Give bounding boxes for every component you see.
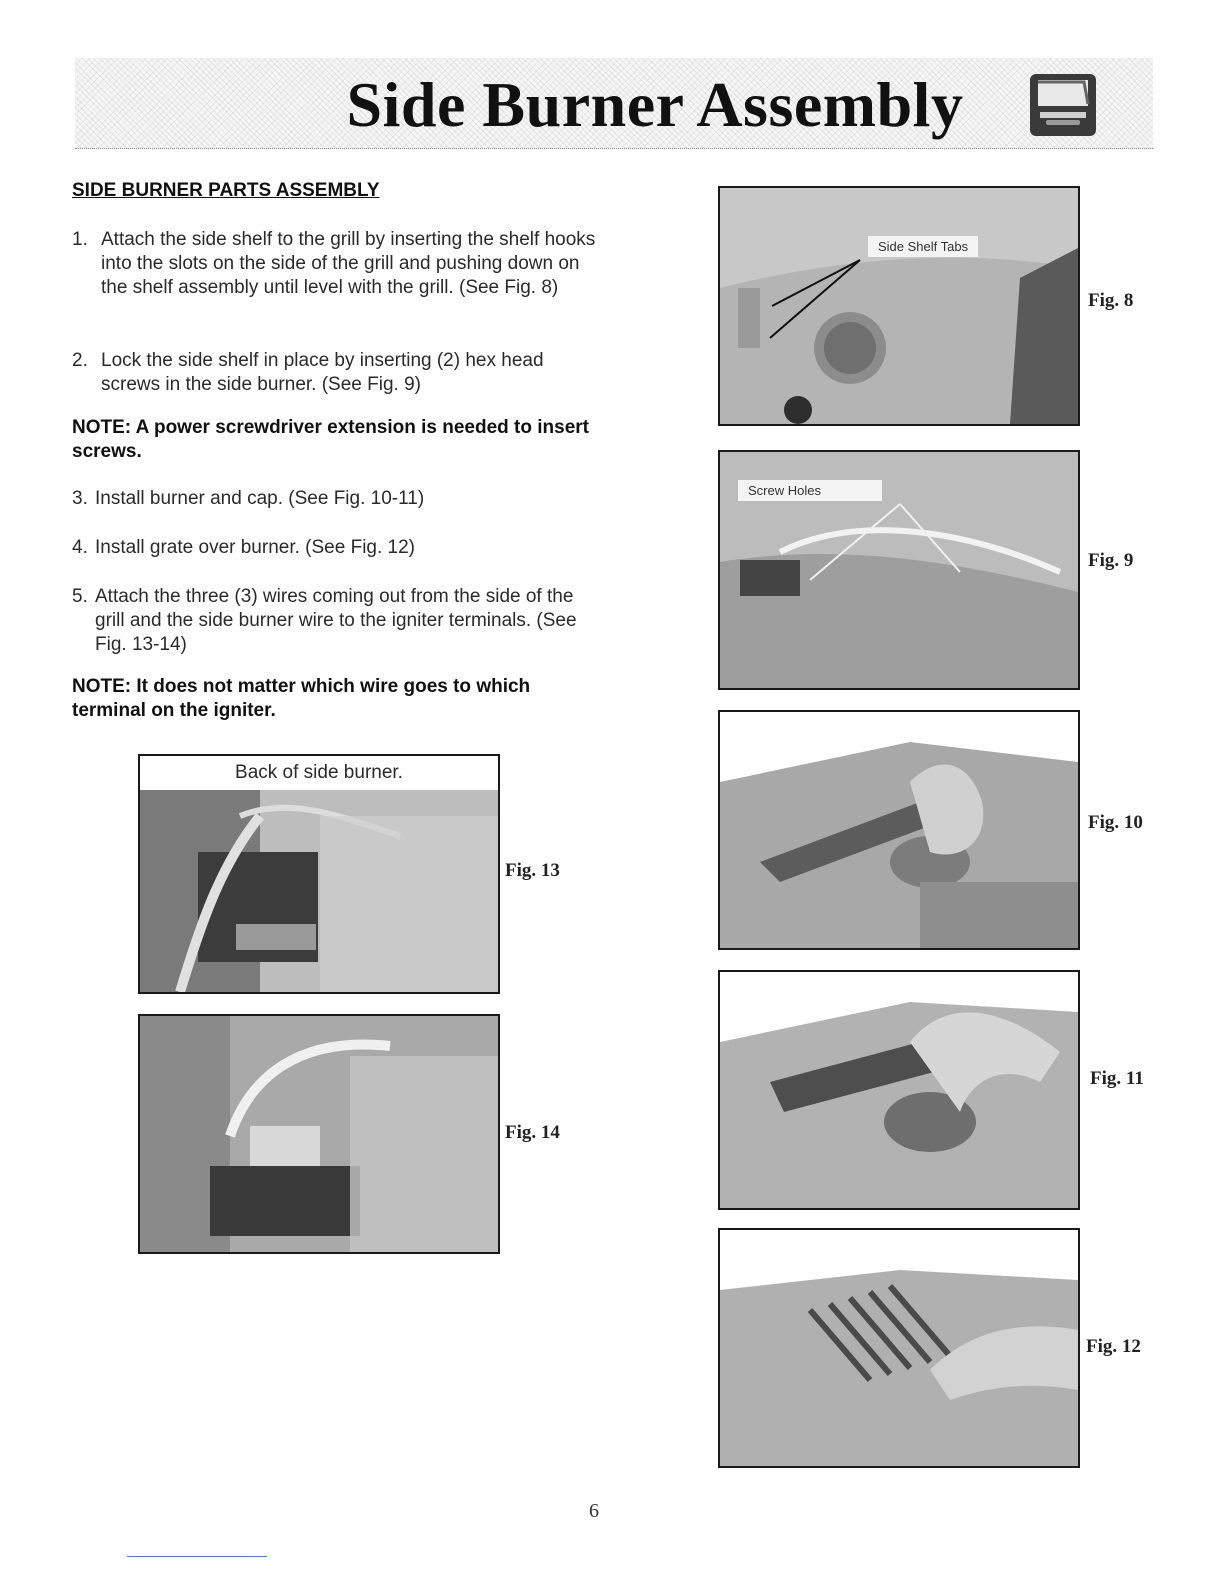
figure-9-photo (718, 450, 1080, 690)
figure-8-photo (718, 186, 1080, 426)
step-2 (72, 349, 602, 397)
figure-10-label: Fig. 10 (1088, 812, 1143, 833)
step-3 (72, 487, 602, 511)
figure-12-label: Fig. 12 (1086, 1336, 1141, 1357)
figure-11-photo (718, 970, 1080, 1210)
photo-install-burner (720, 712, 1078, 948)
callout-screw-holes: Screw Holes (738, 480, 882, 501)
figure-11-label: Fig. 11 (1090, 1068, 1144, 1089)
footer-rule (127, 1556, 267, 1557)
step-1 (72, 228, 602, 300)
step-number: 4. (72, 537, 88, 558)
step-text: Lock the side shelf in place by inserting (2) hex head screws in the side burner. (See Fig. 9) (101, 350, 544, 395)
step-number: 3. (72, 488, 88, 509)
figure-9-label: Fig. 9 (1088, 550, 1134, 571)
page-title: Side Burner Assembly (346, 69, 964, 140)
step-number: 1. (72, 229, 88, 250)
figure-14-label: Fig. 14 (505, 1122, 560, 1143)
step-text: Attach the side shelf to the grill by inserting the shelf hooks into the slots on the side of the grill and pushing down on the shelf assembly until level with the grill. (See Fig. 8) (101, 229, 596, 298)
figure-8-label: Fig. 8 (1088, 290, 1134, 311)
step-number: 2. (72, 350, 88, 371)
photo-install-grate (720, 1230, 1078, 1466)
figure-10-photo (718, 710, 1080, 950)
photo-side-shelf-tabs (720, 188, 1078, 424)
page-number: 6 (589, 1500, 599, 1522)
note-screwdriver: NOTE: A power screwdriver extension is needed to insert screws. (72, 417, 590, 462)
step-text: Install grate over burner. (See Fig. 12) (95, 537, 415, 558)
note-igniter: NOTE: It does not matter which wire goes to which terminal on the igniter. (72, 676, 531, 721)
step-4 (72, 536, 602, 560)
figure-13-photo (138, 754, 500, 994)
step-number: 5. (72, 586, 88, 607)
step-5 (72, 585, 602, 657)
figure-13-label: Fig. 13 (505, 860, 560, 881)
photo-side-burner-back (140, 756, 498, 992)
step-text: Install burner and cap. (See Fig. 10-11) (95, 488, 425, 509)
photo-install-cap (720, 972, 1078, 1208)
grill-icon (1028, 70, 1098, 140)
step-text: Attach the three (3) wires coming out from the side of the grill and the side burner wire to the igniter terminals. (See Fig. 13-14) (95, 586, 577, 655)
figure-13-caption: Back of side burner. (140, 756, 498, 790)
figure-14-photo (138, 1014, 500, 1254)
callout-side-shelf-tabs: Side Shelf Tabs (868, 236, 978, 257)
photo-igniter-wires (140, 1016, 498, 1252)
figure-12-photo (718, 1228, 1080, 1468)
section-heading: SIDE BURNER PARTS ASSEMBLY (72, 180, 380, 201)
title-banner (75, 58, 1153, 149)
